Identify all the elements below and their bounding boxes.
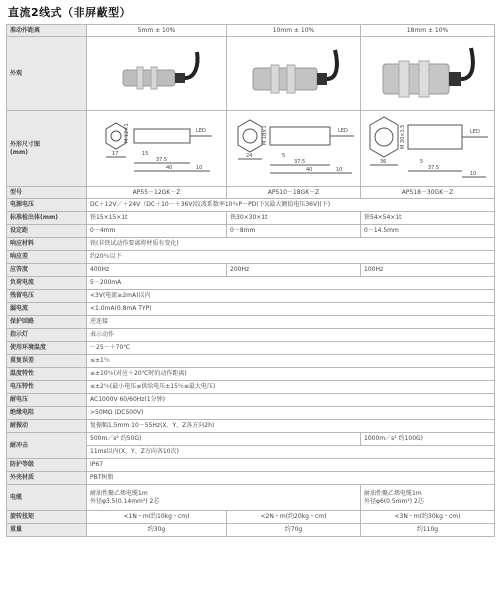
drawing-5mm (87, 111, 227, 187)
cell: 0－4mm (87, 225, 227, 238)
dim-value: 37.5 (294, 158, 306, 165)
table-row (7, 485, 495, 511)
thread-label: M 18×1 (262, 124, 268, 145)
row-label: 电源电压 (7, 199, 87, 212)
row-label: 重量 (7, 524, 87, 537)
cell: 铁54×54×1t (361, 212, 495, 225)
dim-value: 37.5 (428, 164, 440, 171)
table-row (7, 25, 495, 37)
table-row (7, 407, 495, 420)
dim-value: 10 (336, 166, 343, 173)
row-label: 应答度 (7, 264, 87, 277)
cell: 0－8mm (227, 225, 361, 238)
row-label (7, 111, 87, 187)
row-label: 设定距 (7, 225, 87, 238)
cell: 约70g (227, 524, 361, 537)
cell: 复振幅1.5mm 10－55Hz(X、Y、Z各方向2h) (87, 420, 495, 433)
table-row (7, 342, 495, 355)
table-row (7, 316, 495, 329)
dim-value: 24 (246, 152, 253, 159)
cable-line: 耐油性聚乙烯电缆1m (90, 489, 148, 497)
row-label: 响应差 (7, 251, 87, 264)
cell: 逆连接 (87, 316, 495, 329)
table-row (7, 37, 495, 111)
cell: >50MΩ (DC500V) (87, 407, 495, 420)
table-row (7, 355, 495, 368)
row-label: 准动作距离 (7, 25, 87, 37)
table-row (7, 251, 495, 264)
table-row (7, 277, 495, 290)
cell: AP518－30GK－Z (361, 187, 495, 199)
dim-value: 10 (470, 170, 477, 177)
table-row (7, 394, 495, 407)
table-row (7, 368, 495, 381)
table-row (7, 303, 495, 316)
dim-value: 5 (420, 158, 424, 165)
cell: 5mm ± 10% (87, 25, 227, 37)
drawing-10mm (227, 111, 361, 187)
cell: <1N・m(约10kg・cm) (87, 511, 227, 524)
row-label: 电缆 (7, 485, 87, 511)
cell: 铁(非铁试动作要离将材质有变化) (87, 238, 495, 251)
cell: 400Hz (87, 264, 227, 277)
row-label: 保护回路 (7, 316, 87, 329)
page-title: 直流2线式（非屏蔽型） (8, 6, 132, 19)
row-label: 指示灯 (7, 329, 87, 342)
cell: <2N・m(约20kg・cm) (227, 511, 361, 524)
sensor-photo-10mm (227, 37, 361, 111)
table-row (7, 381, 495, 394)
cell: 18mm ± 10% (361, 25, 495, 37)
row-label: 残留电压 (7, 290, 87, 303)
cell: 铁15×15×1t (87, 212, 227, 225)
row-label: 温度特性 (7, 368, 87, 381)
cell: ≤±10％(对应＋20℃时的动作距离) (87, 368, 495, 381)
cell (361, 485, 495, 511)
dim-value: 40 (306, 166, 313, 173)
table-row (7, 459, 495, 472)
row-label: 负荷电流 (7, 277, 87, 290)
row-label: 标准检出体(mm) (7, 212, 87, 225)
cell: AP510－18GK－Z (227, 187, 361, 199)
cell: 约20％以下 (87, 251, 495, 264)
table-row (7, 524, 495, 537)
dimension-label: 外形尺寸图 (10, 140, 41, 148)
cell: 1000m／s² 约100G) (361, 433, 495, 446)
row-label: 电压特性 (7, 381, 87, 394)
row-label: 防护等级 (7, 459, 87, 472)
table-row (7, 264, 495, 277)
cell: 5－200mA (87, 277, 495, 290)
cell: 10mm ± 10% (227, 25, 361, 37)
row-label: 耐振动 (7, 420, 87, 433)
dim-value: 5 (282, 152, 286, 159)
row-label: 耐电压 (7, 394, 87, 407)
cell: <3V(电流≥2mA)以内 (87, 290, 495, 303)
cable-line: 耐油性聚乙烯电缆1m (364, 489, 422, 497)
cell: DC＋12V／＋24V（DC＋10－＋36V)纹波系数率10％P－PD(下)(最大额值电压36V)(下) (87, 199, 495, 212)
spec-table (6, 24, 495, 537)
cell: ≤±2％(最小电压≤供给电压±15％≤最大电压) (87, 381, 495, 394)
cell (87, 485, 361, 511)
cell: 100Hz (361, 264, 495, 277)
cell: IP67 (87, 459, 495, 472)
cell: 约110g (361, 524, 495, 537)
cell: AC1000V 60/60Hz(1分钟) (87, 394, 495, 407)
dim-value: 15 (141, 150, 148, 157)
cell: 11ms以内(X、Y、Z方向各10次) (87, 446, 495, 459)
cell: 500m／s² 约50G) (87, 433, 361, 446)
table-row (7, 420, 495, 433)
table-row (7, 472, 495, 485)
cell: －25－＋70℃ (87, 342, 495, 355)
dim-value: 40 (165, 164, 172, 171)
table-row (7, 199, 495, 212)
cell: 表示动作 (87, 329, 495, 342)
table-row (7, 511, 495, 524)
cable-line: 外径φ6(0.5mm²) 2芯 (364, 497, 424, 505)
sensor-photo-18mm (361, 37, 495, 111)
row-label: 重复误差 (7, 355, 87, 368)
row-label: 外壳材质 (7, 472, 87, 485)
table-row (7, 111, 495, 187)
table-row (7, 290, 495, 303)
dim-value: 10 (195, 164, 202, 171)
cell: 200Hz (227, 264, 361, 277)
dim-value: 36 (380, 158, 387, 165)
row-label: 耐冲击 (7, 433, 87, 459)
led-label: LED (470, 128, 480, 135)
row-label: 绝缘电阻 (7, 407, 87, 420)
cell: AP55－12GK－Z (87, 187, 227, 199)
table-row (7, 238, 495, 251)
table-row (7, 329, 495, 342)
cell: PBT树脂 (87, 472, 495, 485)
row-label: 漏电流 (7, 303, 87, 316)
cable-line: 外径φ3.5(0.14mm²) 2芯 (90, 497, 160, 505)
led-label: LED (338, 127, 348, 134)
thread-label: M 30×1.5 (400, 124, 406, 149)
thread-label: M 12×1 (123, 122, 130, 143)
dim-value: 17 (111, 150, 118, 157)
drawing-18mm (361, 111, 495, 187)
cell: <3N・m(约30kg・cm) (361, 511, 495, 524)
table-row (7, 212, 495, 225)
row-label: 使用环境温度 (7, 342, 87, 355)
table-row (7, 433, 495, 446)
row-label: 外观 (7, 37, 87, 111)
dim-value: 37.5 (155, 156, 167, 163)
cell: 约30g (87, 524, 227, 537)
sensor-photo-5mm (87, 37, 227, 111)
row-label: 旋转扭矩 (7, 511, 87, 524)
table-row (7, 225, 495, 238)
cell: 铁30×30×1t (227, 212, 361, 225)
cell: <1.0mA(0.8mA TYP) (87, 303, 495, 316)
cell: ≤±1％ (87, 355, 495, 368)
table-row (7, 187, 495, 199)
row-label: 型号 (7, 187, 87, 199)
led-label: LED (195, 127, 206, 134)
cell: 0－14.5mm (361, 225, 495, 238)
dimension-unit: (mm) (10, 148, 28, 156)
row-label: 响应材料 (7, 238, 87, 251)
